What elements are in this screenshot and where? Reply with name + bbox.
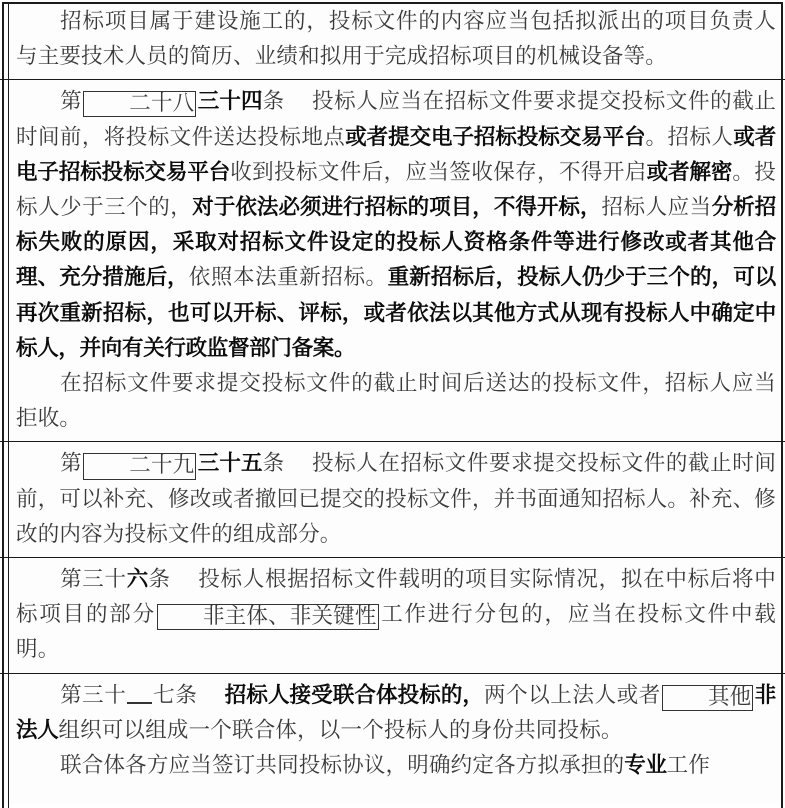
original-text: 第: [60, 451, 83, 477]
amended-text: 专业: [624, 753, 667, 779]
original-text: 投标人应当在招标文件要求提交投标文件的截止时间前，将投标文件送达投标地点: [16, 89, 777, 150]
deleted-text-box: 二十八: [83, 91, 196, 117]
original-text: 收到投标文件后，应当签收保存，不得开启: [230, 159, 647, 185]
table-cell: [0, 442, 785, 558]
deleted-text-box: 其他: [662, 685, 753, 711]
deleted-text-box: [127, 702, 151, 704]
original-text: 。投标人少于三个的，: [16, 159, 776, 221]
amended-text: 对于依法必须进行招标的项目，不得开标，: [192, 195, 602, 221]
original-text: 组织可以组成一个联合体，以一个投标人的身份共同投标。: [58, 717, 623, 743]
original-text: 第三十: [60, 567, 127, 593]
deleted-text-box: 二十九: [83, 453, 196, 479]
amended-text: 分析招标失败的原因，采取对招标文件设定的投标人资格条件等进行修改或者其他合理、充分措施后，: [16, 195, 776, 291]
original-text: 条: [148, 567, 171, 593]
amended-text: 三十四: [197, 89, 263, 115]
paragraph: [16, 84, 776, 366]
amended-text: 重新招标后，投标人仍少于三个的，可以再次重新招标，也可以开标、评标，或者依法以其他方式从现有投标人中确定中标人，并向有关行政监督部门备案。: [16, 265, 776, 361]
table-cell: [0, 0, 785, 80]
paragraph: [16, 562, 776, 668]
original-text: 工作: [666, 753, 711, 779]
amended-text: 或者提交电子招标投标交易平台: [345, 124, 646, 150]
original-text: 工作进行分包的，应当在投标文件中载明。: [16, 602, 777, 663]
amended-text: 六: [126, 567, 149, 593]
original-text: 。招标人: [645, 124, 734, 150]
deleted-text-box: 非主体、非关键性: [157, 604, 379, 630]
amended-text: 非法人: [16, 682, 776, 743]
original-text: 第: [60, 89, 83, 115]
original-text: 条: [262, 89, 285, 115]
original-text: 两个以上法人或者: [484, 682, 661, 708]
original-text: 依照本法重新招标。: [188, 265, 388, 291]
amended-text: 招标人接受联合体投标的，: [224, 682, 485, 708]
paragraph: [16, 446, 776, 552]
amended-text: 或者解密: [646, 159, 733, 185]
amended-text: 三十五: [197, 451, 263, 477]
table-cell: [0, 558, 785, 674]
table-cell: [0, 674, 785, 789]
original-text: 投标人在招标文件要求提交投标文件的截止时间前，可以补充、修改或者撤回已提交的投标文件，并书面通知招标人。补充、修改的内容为投标文件的组成部分。: [16, 451, 777, 547]
original-text: 投标人根据招标文件载明的项目实际情况，拟在中标后将中标项目的部分: [16, 567, 777, 628]
paragraph: [16, 366, 776, 436]
original-text: 招标项目属于建设施工的，投标文件的内容应当包括拟派出的项目负责人与主要技术人员的简历、业绩和拟用于完成招标项目的机械设备等。: [16, 9, 776, 70]
paragraph: [16, 748, 776, 783]
original-text: 招标人应当: [601, 195, 712, 221]
table-cell: [0, 80, 785, 442]
paragraph: [16, 4, 776, 74]
original-text: 七条: [152, 682, 198, 708]
original-text: 条: [262, 451, 285, 477]
amended-text: 或者电子招标投标交易平台: [16, 124, 776, 185]
paragraph: [16, 678, 776, 748]
original-text: 在招标文件要求提交投标文件的截止时间后送达的投标文件，招标人应当拒收。: [16, 371, 776, 432]
original-text: 联合体各方应当签订共同投标协议，明确约定各方拟承担的: [60, 753, 625, 779]
original-text: 第三十: [60, 682, 127, 708]
